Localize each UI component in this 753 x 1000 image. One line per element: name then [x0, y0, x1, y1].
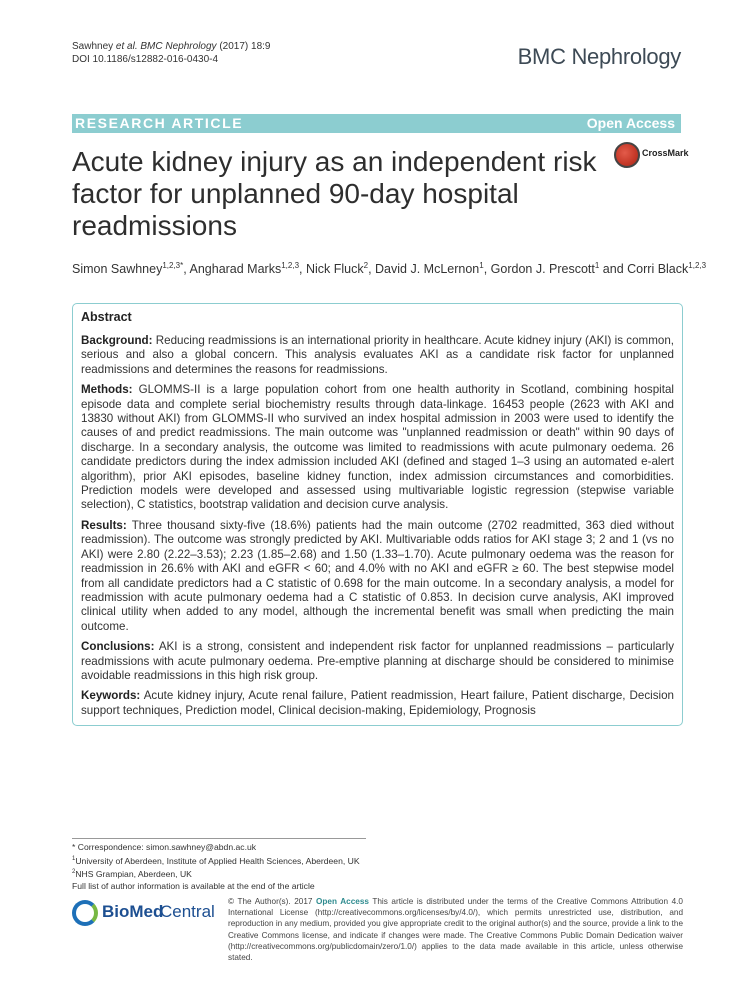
author-list: Simon Sawhney$^{1,2,3*}$, Angharad Marks$^{1,2,3}$, Nick Fluck$^2$, David J. McLernon$^1$, Gordon J. Prescott$^1$ and Corri Black$^{1,2,3}$: [72, 261, 707, 277]
crossmark-badge[interactable]: [614, 142, 694, 168]
author: Simon Sawhney$^{1,2,3*}$: [72, 261, 184, 277]
affiliation-2: $^2$NHS Grampian, Aberdeen, UK: [72, 868, 192, 879]
logo-bold-text: BioMed: [102, 902, 164, 921]
crossmark-icon: [614, 142, 640, 168]
open-access-label: Open Access: [586, 115, 675, 131]
footnotes: [72, 842, 360, 892]
article-type-label: RESEARCH ARTICLE: [75, 115, 244, 131]
citation-block: [72, 40, 270, 66]
author: Corri Black$^{1,2,3}$: [627, 261, 707, 277]
article-type-banner: [72, 114, 681, 133]
citation-journal: BMC Nephrology: [140, 41, 217, 52]
abstract-methods: Methods: GLOMMS-II is a large population cohort from one health authority in Scotland, combining hospital episode data and complete serial biochemistry results through data-linkage. 16453 people (2623 with AKI and 13830 without AKI) from GLOMMS-II who survived an index hospital admission in 2003 were used to identify the causes of and predict readmissions. The main outcome was "unplanned readmission or death" within 90 days of discharge. In a secondary analysis, the outcome was limited to readmissions with acute pulmonary oedema. 26 candidate predictors during the index admission included AKI (defined and staged 1–3 using an automated e-alert algorithm), prior AKI episodes, baseline kidney function, index admission circumstances and comorbidities. Prediction models were developed and assessed using multivariable logistic regression (stepwise variable selection), C statistics, bootstrap validation and decision curve analysis.: [81, 383, 674, 512]
crossmark-label: CrossMark: [642, 148, 689, 158]
abstract-background: Background: Reducing readmissions is an international priority in healthcare. Acute kidney injury (AKI) is common, serious and also a global concern. This analysis evaluates AKI as a candidate risk factor for unplanned readmissions and determines the reasons for readmissions.: [81, 334, 674, 376]
author: Nick Fluck$^2$: [305, 261, 369, 277]
abstract-keywords: Keywords: Acute kidney injury, Acute renal failure, Patient readmission, Heart failure, Patient discharge, Decision support techniques, Prediction model, Clinical decision-making, Epidemiology, Prognosis: [81, 689, 674, 717]
article-title: Acute kidney injury as an independent risk factor for unplanned 90-day hospital readmissions: [72, 146, 597, 241]
correspondence[interactable]: * Correspondence: simon.sawhney@abdn.ac.uk: [72, 842, 257, 852]
biomed-central-logo[interactable]: [72, 898, 222, 930]
citation-volume: (2017) 18:9: [219, 41, 271, 52]
author: Gordon J. Prescott$^1$: [490, 261, 600, 277]
abstract-heading: Abstract: [81, 310, 132, 324]
footnote-divider: [72, 838, 366, 839]
citation-etal: et al.: [115, 41, 138, 52]
license-statement: © The Author(s). 2017 Open Access This article is distributed under the terms of the Creative Commons Attribution 4.0 International License (http://creativecommons.org/licenses/by/4.0/), which permits unrestricted use, distribution, and reproduction in any medium, provided you give appropriate credit to the original author(s) and the source, provide a link to the Creative Commons license, and indicate if changes were made. The Creative Commons Public Domain Dedication waiver (http://creativecommons.org/publicdomain/zero/1.0/) applies to the data made available in this article, unless otherwise stated.: [228, 897, 683, 963]
journal-brand: BMC Nephrology: [517, 44, 681, 69]
biomed-central-icon: [72, 900, 98, 926]
author-info-note: Full list of author information is available at the end of the article: [72, 880, 315, 891]
abstract-results: Results: Three thousand sixty-five (18.6%) patients had the main outcome (2702 readmitted, 363 died without readmission). The outcome was strongly predicted by AKI. Multivariable odds ratios for AKI stage 3; 2 and 1 (vs no AKI) were 2.80 (2.22–3.53); 2.23 (1.85–2.68) and 1.50 (1.33–1.70). Acute pulmonary oedema was the reason for readmission in 26.6% with AKI and eGFR < 60; and 4.0% with no AKI and eGFR ≥ 60. The best stepwise model from all candidate predictors had a C statistic of 0.698 for the main outcome. In a secondary analysis, a model for readmission with acute pulmonary oedema had a C statistic of 0.853. In decision curve analysis, AKI improved clinical utility when added to any model, although the incremental benefit was small when predicting the main outcome.: [81, 518, 674, 633]
doi[interactable]: DOI 10.1186/s12882-016-0430-4: [72, 54, 219, 65]
author: David J. McLernon$^1$: [375, 261, 484, 277]
logo-rest-text: Central: [160, 902, 215, 921]
citation-line: [72, 40, 270, 53]
author: Angharad Marks$^{1,2,3}$: [189, 261, 300, 277]
affiliation-1: $^1$University of Aberdeen, Institute of Applied Health Sciences, Aberdeen, UK: [72, 855, 360, 866]
citation-author: Sawhney: [72, 41, 114, 52]
abstract-box: [72, 303, 683, 726]
abstract-conclusions: Conclusions: AKI is a strong, consistent and independent risk factor for unplanned readmissions – particularly readmissions with acute pulmonary oedema. Pre-emptive planning at discharge should be considered to minimise avoidable readmissions in this high risk group.: [81, 640, 674, 682]
